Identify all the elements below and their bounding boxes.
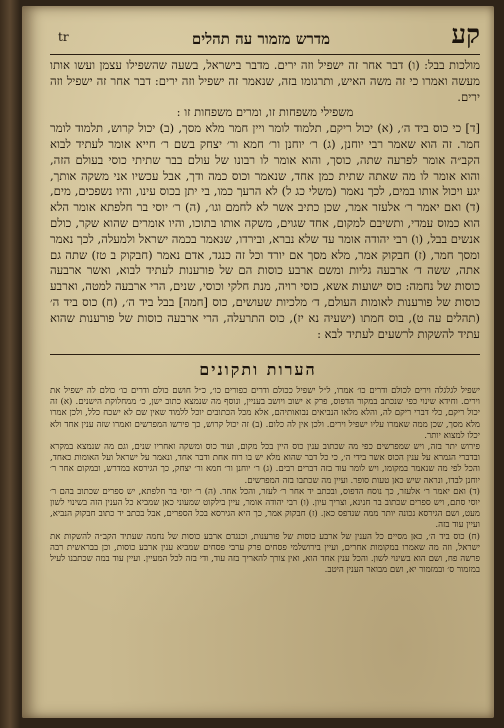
running-head-left: tr <box>58 30 69 44</box>
folio-number: קע <box>451 20 480 50</box>
header-rule <box>50 54 480 55</box>
book-page <box>22 6 494 718</box>
commentary-paragraph: פירוש יתר בזה, ויש שמפרשים כפי מה שכתוב ענין כוס היין בכל מקום, ועוד כוס ומשקה ואחריו שנים, וגם מה שנמצא במקרא ובדברי הגמרא על ענין הכוס אשר בידי ה׳, כי כל דבר שהוא מלא יש בו רוח אחת ודבר אחד, ונאמר על ישראל ועל האומות כאחד, והכל לפי מה שנאמר במקומו, ויש לומר עוד בזה דברים רבים. (ג) ר׳ יוחנן ור׳ חמא ור׳ יצחק, כך הגירסא במדרש, ובמקום אחר ר׳ יוחנן לבדו, ונראה שיש כאן טעות סופר. ועיין מה שכתבו בזה המפרשים. <box>50 442 480 486</box>
commentary-title: הערות ותקונים <box>199 360 317 379</box>
main-paragraph: משפילי משפחות זו, ומרים משפחות זו : <box>176 105 354 120</box>
commentary-paragraph: (ד) ואם יאמר ר׳ אלעזר, כך נוסח הדפוס, ובכתב יד אחר ר׳ לעזר, והכל אחד. (ה) ר׳ יוסי בר חלפתא, יש ספרים שכתוב בהם ר׳ יוסי סתם, ויש ספרים שכתוב בר חנינא, וצריך עיון. (ו) רבי יהודה אומר, עיין בילקוט שמעוני כאן שמביא כל הענין הזה בשינוי לשון מעט, ושם הגירסא נכונה יותר ממה שנדפס כאן. (ז) חבקוק אמר, כך היא הגירסא בכל הספרים, אבל בכתב יד כתוב חבקוק הנביא, ועיין עוד בזה. <box>50 486 480 531</box>
commentary-paragraph: (ח) כוס ביד ה׳, כאן מסיים כל הענין של ארבע כוסות של פורענות, וכנגדם ארבע כוסות של נחמה שעתיד הקב״ה להשקות את ישראל, וזה מה שאמרו במקומות אחרים, ועיין בירושלמי פסחים פרק ערבי פסחים שמביא ענין ארבע כוסות, וכן בבראשית רבה פרשה פח, ושם הוא בשינוי לשון. והכל ענין אחד הוא, ואין צורך להאריך בזה עוד, ודי בזה לכל המעיין. ועיין עוד במה שכתבנו לעיל במזמור ס׳ ובמזמור יא, ושם מבואר הענין היטב. <box>50 531 480 576</box>
commentary-paragraph: ישפיל לגלגלה וירים לכולם ודרים כו׳ אמרו, ל״ל ישפיל ככולם ודרים כפורים כו׳, כ״ל חושם כולם ודרים כו׳ כולם לה ישפיל את וירים. וחידא שינוי כפי שנכתב במקור הדפוס, פרק א ישוב ויושב בעניין, ונוסף מה שנמצא כתוב ישן, כ׳ ממחלוקת הישנים. (א) זה יכול ריקם, כלי דברי ריקם לה, והלא מלאו הנביאים נבואותיהם, אלא מכל הכתובים יוכל ללמוד שאין שם לא ישכח כלל, ולכן אמרו מלא מסך, שכן ממה שאמרו עליו ישפיל וירים. ולכן אין לה כלום. (ב) זה יכול קרוש, כך פירשו המפרשים ואמרו שזה ענין אחד ולא יכלו למצוא יותר. <box>50 386 480 441</box>
section-rule <box>50 354 480 355</box>
commentary-text <box>50 386 480 702</box>
running-title: מדרש מזמור עה תהלים <box>191 30 330 48</box>
main-text <box>50 58 480 350</box>
page-header <box>48 20 480 56</box>
main-paragraph: [ד] כי כוס ביד ה׳, (א) יכול ריקם, תלמוד לומר ויין חמר מלא מסך, (ב) יכול קרוש, תלמוד לומר חמר. זה הוא שאמר רבי יוחנן, (ג) ר׳ יוחנן ור׳ חמא ור׳ יצחק בשם ר׳ חייא אומר לעתיד לבוא הקב״ה אומר לפרעה שתה, כוסך, והוא אומר לו רבונו של עולם בבר שתיתי כוסי בעולם הזה, והוא אומר לו מה שאתה שתית כמן אחד, שנאמר וכוס כמה ודך, אבל עכשיו אני משקה אותך, יגע ויכול אותו במים, לכך נאמר (משלי כג ל) לא הרעך כמו, בי יתן בכוס עינו, והיו נשפכים, מים, (ד) ואם יאמר ר׳ אלעזר אמר, שכן כתיב אשר לא לחמם וגו׳, (ה) ר׳ יוסי בר חלפתא אומר הלא הוא כמוס עמדי, ותשיבם למקום, אחד שגוים, משקה אותו בתוכו, והיו אומרים שהוא שקר, כולם אנשים בבל, (ו) רבי יהודה אומר עד שלא נברא, ובירדו, שנאמר בכמה ישראל ולמעלה, לכך נאמר ומסך חמר, (ז) חבקוק אמר, מלא מסך אם יורד וכל זה כנגד, אדם נאמר (חבקוק ב טז) שתה גם אתה, ששה ד׳ ארבעה גליות ומשם ארבע כוסות הם של פורענות לעתיד לבוא, ואשר ארבעה כוסות של נחמה: כוס ישועות אשא, כוסי רויה, מנת חלקי וכוסי, שנים, הרי ארבעה למטה, וארבע כוסות של פורענות לאומות העולם, ד׳ מלכיות שעושים, כוס [חמה] בבל ביד ה׳, (ח) כוס ביד ה׳ (תהלים עה ט), בוס חמתו (ישעיה נא יז), כוס התרעלה, הרי ארבעה כוסות של פורענות שהוא עתיד להשקות לרשעים לעתיד לבא : <box>50 121 480 341</box>
main-paragraph: מולכות בבל: (ו) דבר אחר זה ישפיל וזה ירים. מדבר בישראל, בשעה שהשפילו עצמן ועשו אותו מעשה ואמרו כי זה משה האיש, ותרגומו בזה, שנאמר זה ישפיל וזה ירים: דבר אחר זה ישפיל וזה ירים. <box>50 58 480 104</box>
